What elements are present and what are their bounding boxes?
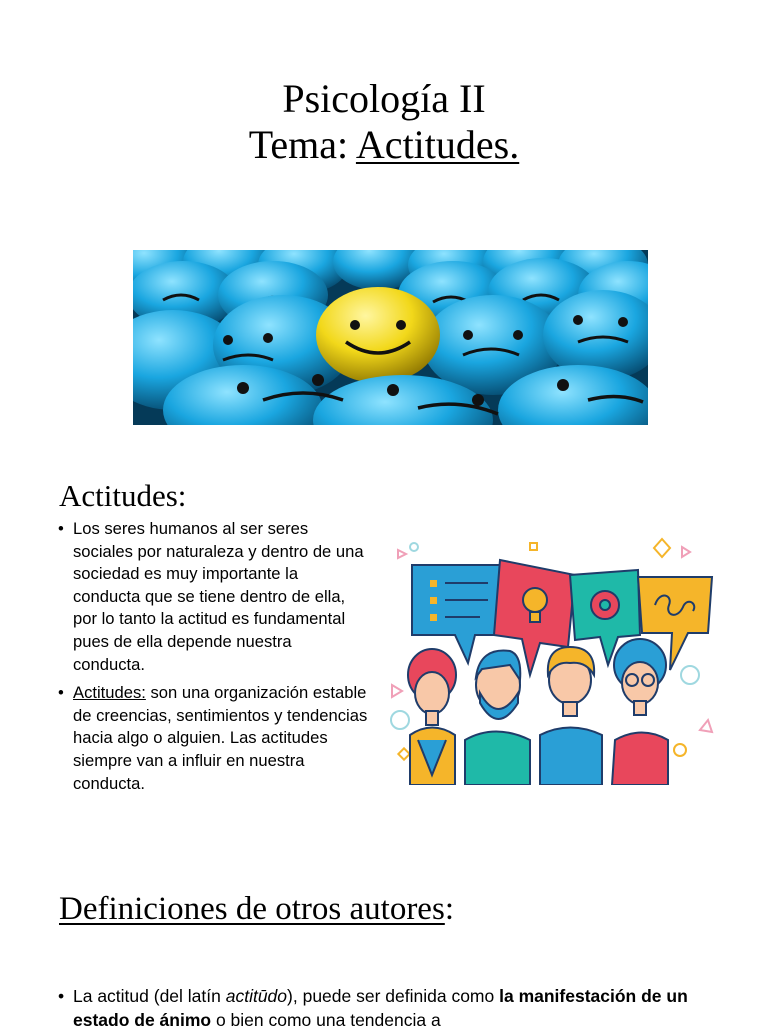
definition-latin-term: actitūdo [225, 986, 288, 1006]
definition-text [58, 984, 748, 1032]
bullet-term: Actitudes: [73, 683, 146, 703]
definition-bold: la manifestación de un estado de ánimo [73, 986, 688, 1030]
people-speech-bubbles-illustration [370, 535, 740, 785]
title-line1: Psicología II [282, 76, 486, 121]
definition-part3: o bien como una tendencia a [211, 1010, 441, 1030]
title-line2 [0, 122, 768, 168]
bullet-text: son una organización estable de creencias, sentimientos y tendencias hacia algo o alguien. Las actitudes siempre van a influir en nuestra conducta. [73, 683, 368, 793]
actitudes-bullet-list [58, 518, 368, 801]
definition-paragraph [58, 984, 748, 1032]
bullet-text: Los seres humanos al ser seres sociales por naturaleza y dentro de una sociedad es muy importante la conducta que se tiene dentro de ella, por lo tanto la actitud es fundamental pues de ella depende nuestra conducta. [73, 519, 364, 674]
slide-title [0, 76, 768, 168]
section-heading-colon: : [444, 891, 454, 927]
emoji-faces-image [133, 250, 648, 425]
definition-part1: La actitud (del latín [73, 986, 226, 1006]
section-heading-actitudes: Actitudes: [59, 478, 187, 513]
title-topic: Actitudes. [355, 122, 520, 167]
section-heading-text: Definiciones de otros autores [59, 891, 445, 927]
bullet-marker: • [58, 986, 65, 1006]
list-item [58, 518, 368, 676]
section-heading-definiciones [59, 889, 454, 929]
definition-part2: ), puede ser definida como [287, 986, 500, 1006]
title-prefix: Tema: [248, 122, 356, 167]
list-item [58, 682, 368, 795]
